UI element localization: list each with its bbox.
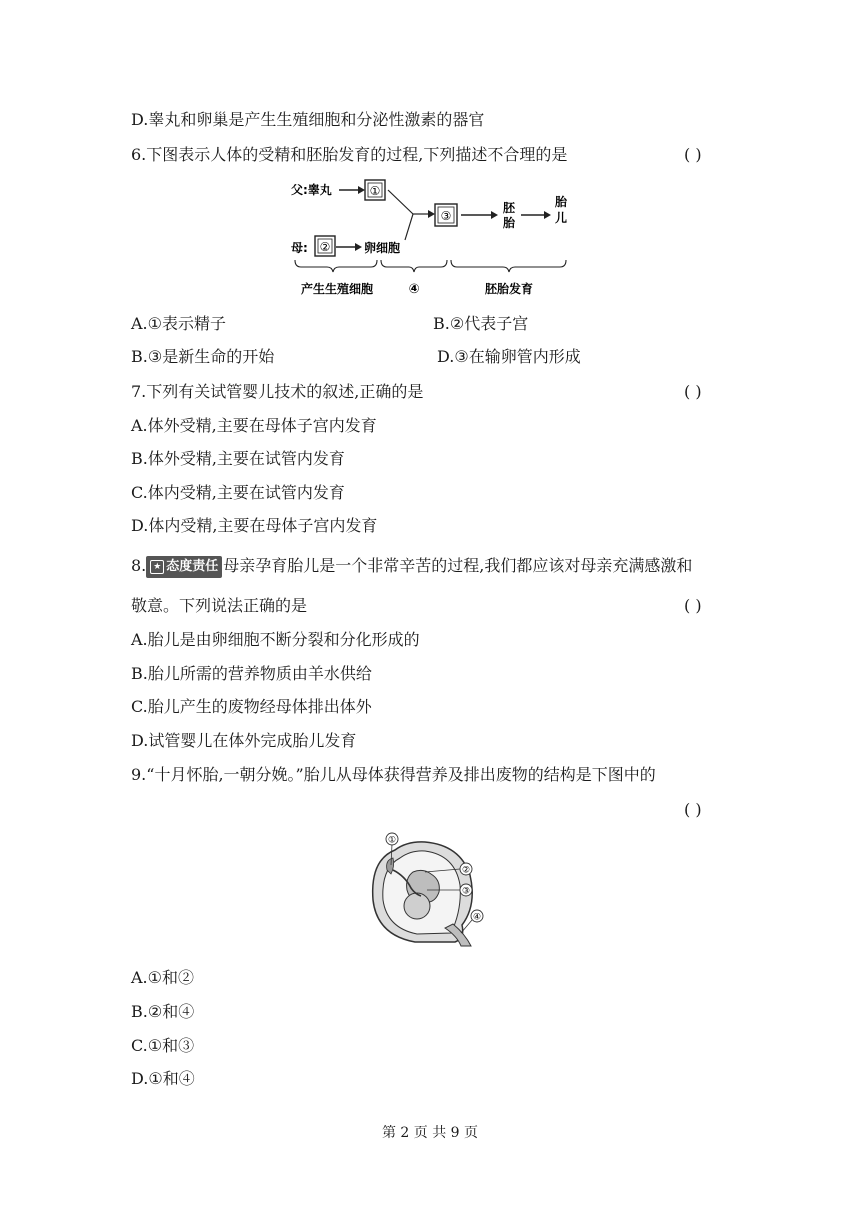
q8-option-d: D.试管婴儿在体外完成胎儿发育 (131, 731, 357, 750)
q7-option-a: A.体外受精,主要在母体子宫内发育 (131, 416, 377, 435)
q8-option-a: A.胎儿是由卵细胞不断分裂和分化形成的 (131, 630, 420, 649)
q8-stem-text: 母亲孕育胎儿是一个非常辛苦的过程,我们都应该对母亲充满感激和 (223, 556, 693, 575)
father-label: 父:睾丸 (291, 183, 332, 197)
attitude-badge-label: 态度责任 (166, 559, 219, 574)
box-1-label: ① (369, 184, 381, 198)
embryo-label-1: 胚 (502, 201, 516, 215)
embryo-label-2: 胎 (502, 216, 516, 230)
q6-option-d: D.③在输卵管内形成 (437, 347, 581, 366)
q7-option-c: C.体内受精,主要在试管内发育 (131, 483, 345, 502)
q7-stem: 7.下列有关试管婴儿技术的叙述,正确的是 (131, 382, 424, 401)
label-2: ② (461, 865, 471, 876)
q8-answer-paren: ( ) (684, 596, 702, 615)
q9-option-a: A.①和② (131, 968, 194, 987)
q8-stem-line1 (131, 556, 692, 578)
q8-option-c: C.胎儿产生的废物经母体排出体外 (131, 697, 372, 716)
box-3-label: ③ (440, 209, 452, 223)
fertilization-label: ④ (408, 282, 420, 297)
star-icon: ★ (150, 560, 164, 574)
q6-stem: 6.下图表示人体的受精和胚胎发育的过程,下列描述不合理的是 (131, 145, 568, 164)
page-footer: 第 2 页 共 9 页 (381, 1125, 479, 1141)
label-1: ① (387, 835, 397, 846)
q7-option-d: D.体内受精,主要在母体子宫内发育 (131, 516, 378, 535)
q8-stem-line2: 敬意。下列说法正确的是 (131, 596, 308, 615)
embryo-dev-label: 胚胎发育 (484, 282, 534, 296)
egg-cell-label: 卵细胞 (364, 241, 401, 255)
q6-option-a: A.①表示精子 (131, 314, 226, 333)
q7-option-b: B.体外受精,主要在试管内发育 (131, 449, 345, 468)
q9-answer-paren: ( ) (684, 800, 702, 819)
q9-option-d: D.①和④ (131, 1069, 195, 1088)
label-4: ④ (472, 912, 482, 923)
q9-option-b: B.②和④ (131, 1002, 195, 1021)
q5-option-d: D.睾丸和卵巢是产生生殖细胞和分泌性激素的器官 (131, 110, 485, 129)
gametes-label: 产生生殖细胞 (300, 282, 374, 296)
fetus-label-2: 儿 (554, 211, 568, 225)
label-3: ③ (461, 886, 471, 897)
q6-option-c: B.③是新生命的开始 (131, 347, 275, 366)
attitude-badge (146, 556, 222, 578)
q8-option-b: B.胎儿所需的营养物质由羊水供给 (131, 664, 372, 683)
fertilization-diagram (285, 172, 585, 302)
q6-answer-paren: ( ) (684, 145, 702, 164)
q9-option-c: C.①和③ (131, 1036, 195, 1055)
q7-answer-paren: ( ) (684, 382, 702, 401)
uterus-fetus-diagram (365, 830, 495, 955)
mother-label: 母: (291, 241, 308, 255)
q8-number: 8. (131, 556, 147, 575)
box-2-label: ② (319, 240, 331, 254)
q9-stem: 9.“十月怀胎,一朝分娩。”胎儿从母体获得营养及排出废物的结构是下图中的 (131, 765, 656, 784)
fetus-label-1: 胎 (554, 195, 568, 209)
q6-option-b: B.②代表子宫 (433, 314, 529, 333)
